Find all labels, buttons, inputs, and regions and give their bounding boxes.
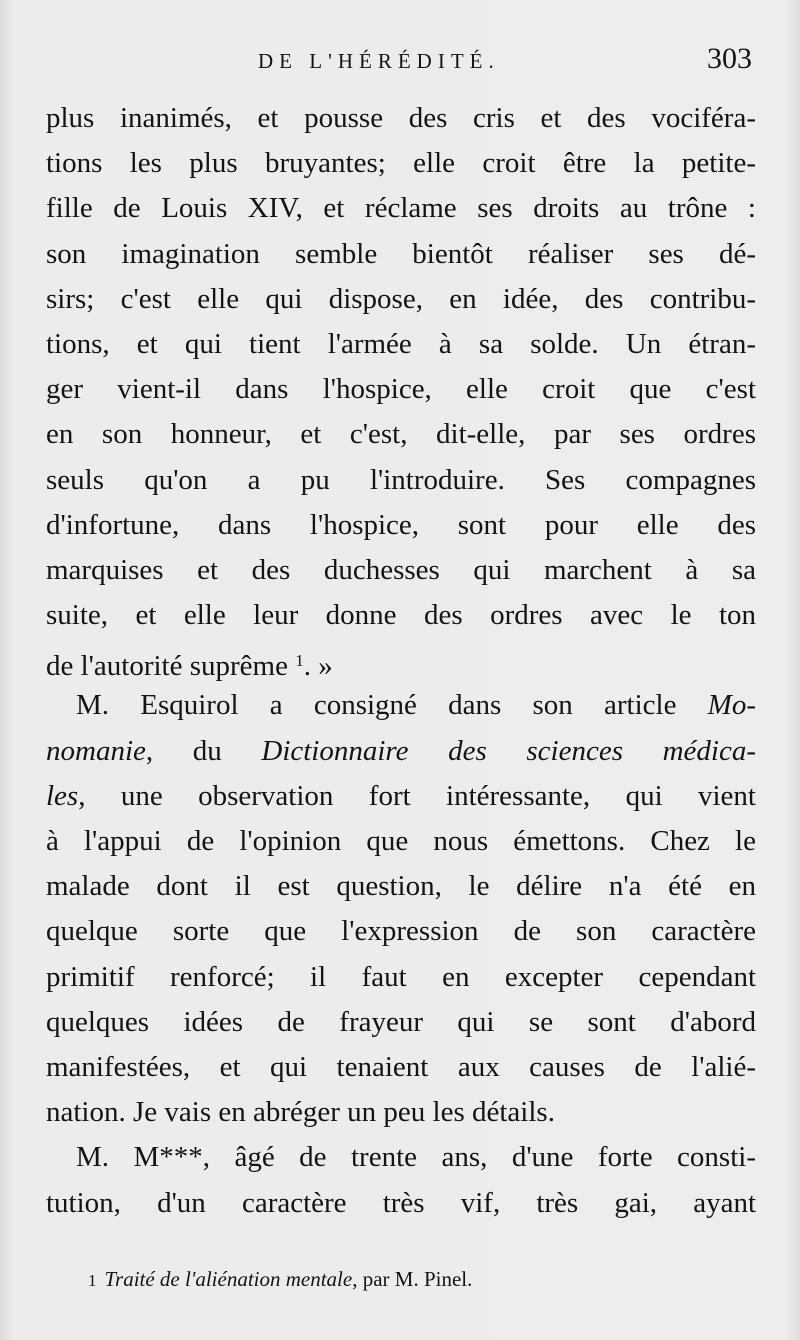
italic-title: nomanie bbox=[46, 734, 146, 767]
text-line: quelques idées de frayeur qui se sont d'abord bbox=[46, 1005, 756, 1038]
footnote-text: , par M. Pinel. bbox=[352, 1267, 473, 1291]
text-line: primitif renforcé; il faut en excepter cependant bbox=[46, 960, 756, 993]
text-line bbox=[46, 683, 756, 728]
text-line: en son honneur, et c'est, dit-elle, par ses ordres bbox=[46, 418, 756, 451]
text-line bbox=[46, 774, 756, 819]
text-line bbox=[46, 638, 756, 683]
text-line: son imagination semble bientôt réaliser ses dé- bbox=[46, 237, 756, 270]
line-text: , du bbox=[145, 734, 222, 767]
body-text bbox=[46, 96, 756, 1226]
text-line: manifestées, et qui tenaient aux causes de l'alié- bbox=[46, 1050, 756, 1083]
italic-title: Mo- bbox=[707, 689, 756, 722]
text-line: fille de Louis XIV, et réclame ses droits au trône : bbox=[46, 192, 756, 225]
text-line: M. M***, âgé de trente ans, d'une forte consti- bbox=[76, 1141, 756, 1174]
text-line: marquises et des duchesses qui marchent à sa bbox=[46, 553, 756, 586]
text-line: nation. Je vais en abréger un peu les détails. bbox=[46, 1096, 555, 1129]
italic-title: les bbox=[46, 779, 79, 812]
text-line bbox=[46, 729, 756, 774]
footnote bbox=[88, 1262, 472, 1298]
running-title: DE L'HÉRÉDITÉ. bbox=[258, 49, 500, 73]
text-line: plus inanimés, et pousse des cris et des vociféra- bbox=[46, 102, 756, 134]
line-text: , une observation fort intéressante, qui vient bbox=[78, 779, 756, 812]
text-line: suite, et elle leur donne des ordres avec le ton bbox=[46, 599, 756, 632]
footnote-title: Traité de l'aliénation mentale bbox=[104, 1267, 353, 1291]
text-line: tution, d'un caractère très vif, très gai, ayant bbox=[46, 1186, 756, 1219]
quote-close: . » bbox=[303, 650, 333, 683]
italic-title: Dictionnaire des sciences médica- bbox=[261, 734, 757, 767]
text-line: tions, et qui tient l'armée à sa solde. Un étran- bbox=[46, 327, 756, 360]
text-line: ger vient-il dans l'hospice, elle croit que c'est bbox=[46, 373, 756, 406]
footnote-reference: 1 bbox=[295, 651, 304, 671]
text-line: quelque sorte que l'expression de son caractère bbox=[46, 915, 756, 948]
line-text: M. Esquirol a consigné dans son article bbox=[76, 689, 677, 722]
running-head bbox=[0, 44, 800, 78]
footnote-number: 1 bbox=[88, 1271, 97, 1290]
text-line: seuls qu'on a pu l'introduire. Ses compagnes bbox=[46, 463, 756, 496]
text-line: tions les plus bruyantes; elle croit être la petite- bbox=[46, 147, 756, 180]
text-line: malade dont il est question, le délire n'a été en bbox=[46, 870, 756, 903]
line-text: de l'autorité suprême bbox=[46, 650, 288, 683]
page-number: 303 bbox=[707, 42, 752, 75]
text-line: sirs; c'est elle qui dispose, en idée, des contribu- bbox=[46, 282, 756, 315]
text-line: à l'appui de l'opinion que nous émettons. Chez le bbox=[46, 825, 756, 857]
text-line: d'infortune, dans l'hospice, sont pour elle des bbox=[46, 508, 756, 541]
